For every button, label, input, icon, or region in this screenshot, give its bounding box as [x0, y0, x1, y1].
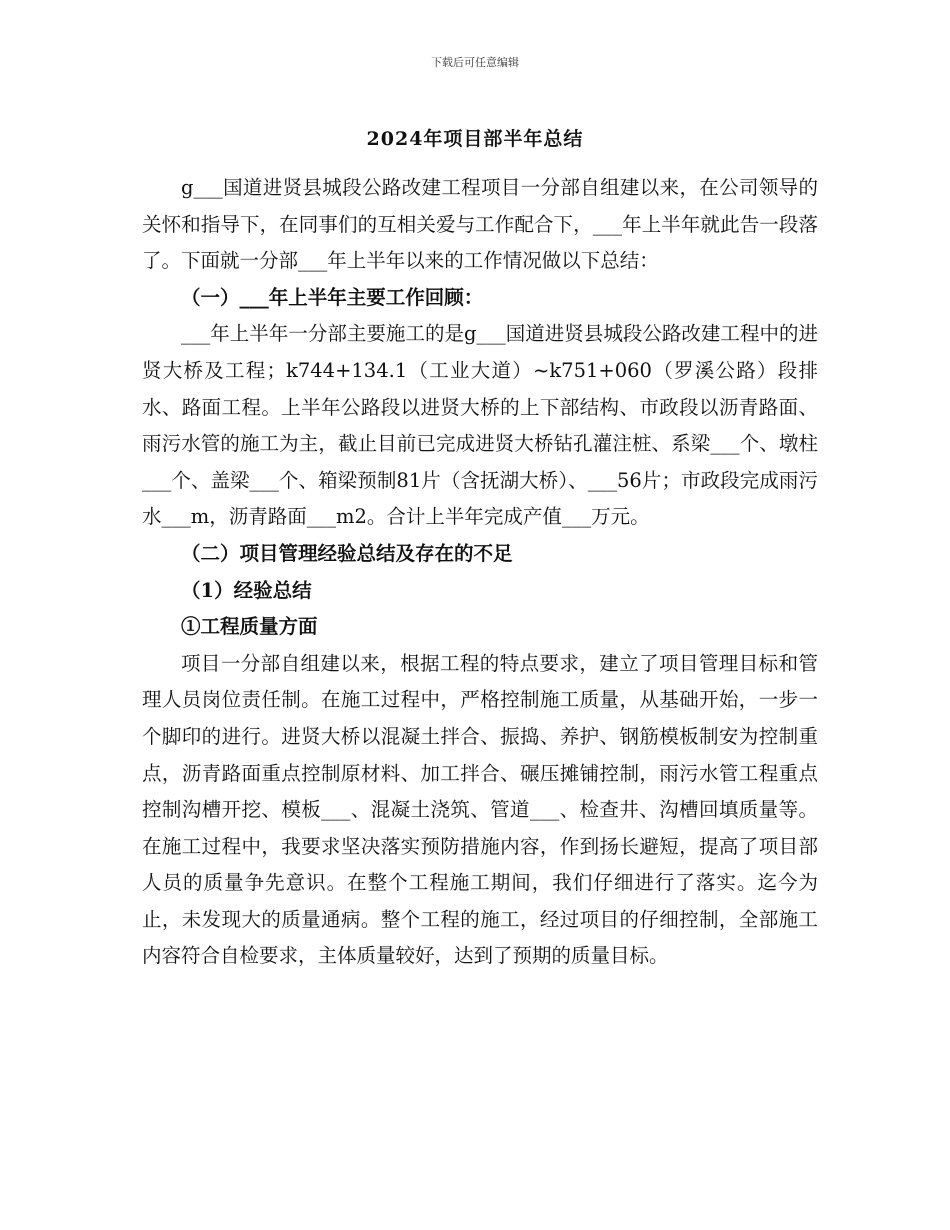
document-title: 2024年项目部半年总结 — [366, 128, 584, 150]
section-heading-work-review: （一）___年上半年主要工作回顾： — [181, 285, 484, 309]
work-review-paragraph: ___年上半年一分部主要施工的是g___国道进贤县城段公路改建工程中的进贤大桥及工程；k744+134.1（工业大道）~k751+060（罗溪公路）段排水、路面工程。上半年公路段以进贤大桥的上下部结构、市政段以沥青路面、雨污水管的施工为主，截止目前已完成进贤大桥钻孔灌注桩、系梁___个、墩柱___个、盖梁___个、箱梁预制81片（含抚湖大桥）、___56片；市政段完成雨污水___m，沥青路面___m2。合计上半年完成产值___万元。 — [142, 322, 818, 529]
document-body — [142, 170, 818, 975]
quality-paragraph: 项目一分部自组建以来，根据工程的特点要求，建立了项目管理目标和管理人员岗位责任制。在施工过程中，严格控制施工质量，从基础开始，一步一个脚印的进行。进贤大桥以混凝土拌合、振捣、养护、钢筋模板制安为控制重点，沥青路面重点控制原材料、加工拌合、碾压摊铺控制，雨污水管工程重点控制沟槽开挖、模板___、混凝土浇筑、管道___、检查井、沟槽回填质量等。在施工过程中，我要求坚决落实预防措施内容，作到扬长避短，提高了项目部人员的质量争先意识。在整个工程施工期间，我们仔细进行了落实。迄今为止，未发现大的质量通病。整个工程的施工，经过项目的仔细控制，全部施工内容符合自检要求，主体质量较好，达到了预期的质量目标。 — [142, 651, 818, 968]
subheading-quality: ①工程质量方面 — [181, 615, 318, 639]
intro-paragraph: g___国道进贤县城段公路改建工程项目一分部自组建以来，在公司领导的关怀和指导下，在同事们的互相关爱与工作配合下，___年上半年就此告一段落了。下面就一分部___年上半年以来的工作情况做以下总结： — [142, 176, 818, 273]
subheading-experience: （1）经验总结 — [181, 578, 312, 602]
header-note: 下载后可任意编辑 — [431, 56, 519, 69]
section-heading-management: （二）项目管理经验总结及存在的不足 — [181, 541, 513, 565]
